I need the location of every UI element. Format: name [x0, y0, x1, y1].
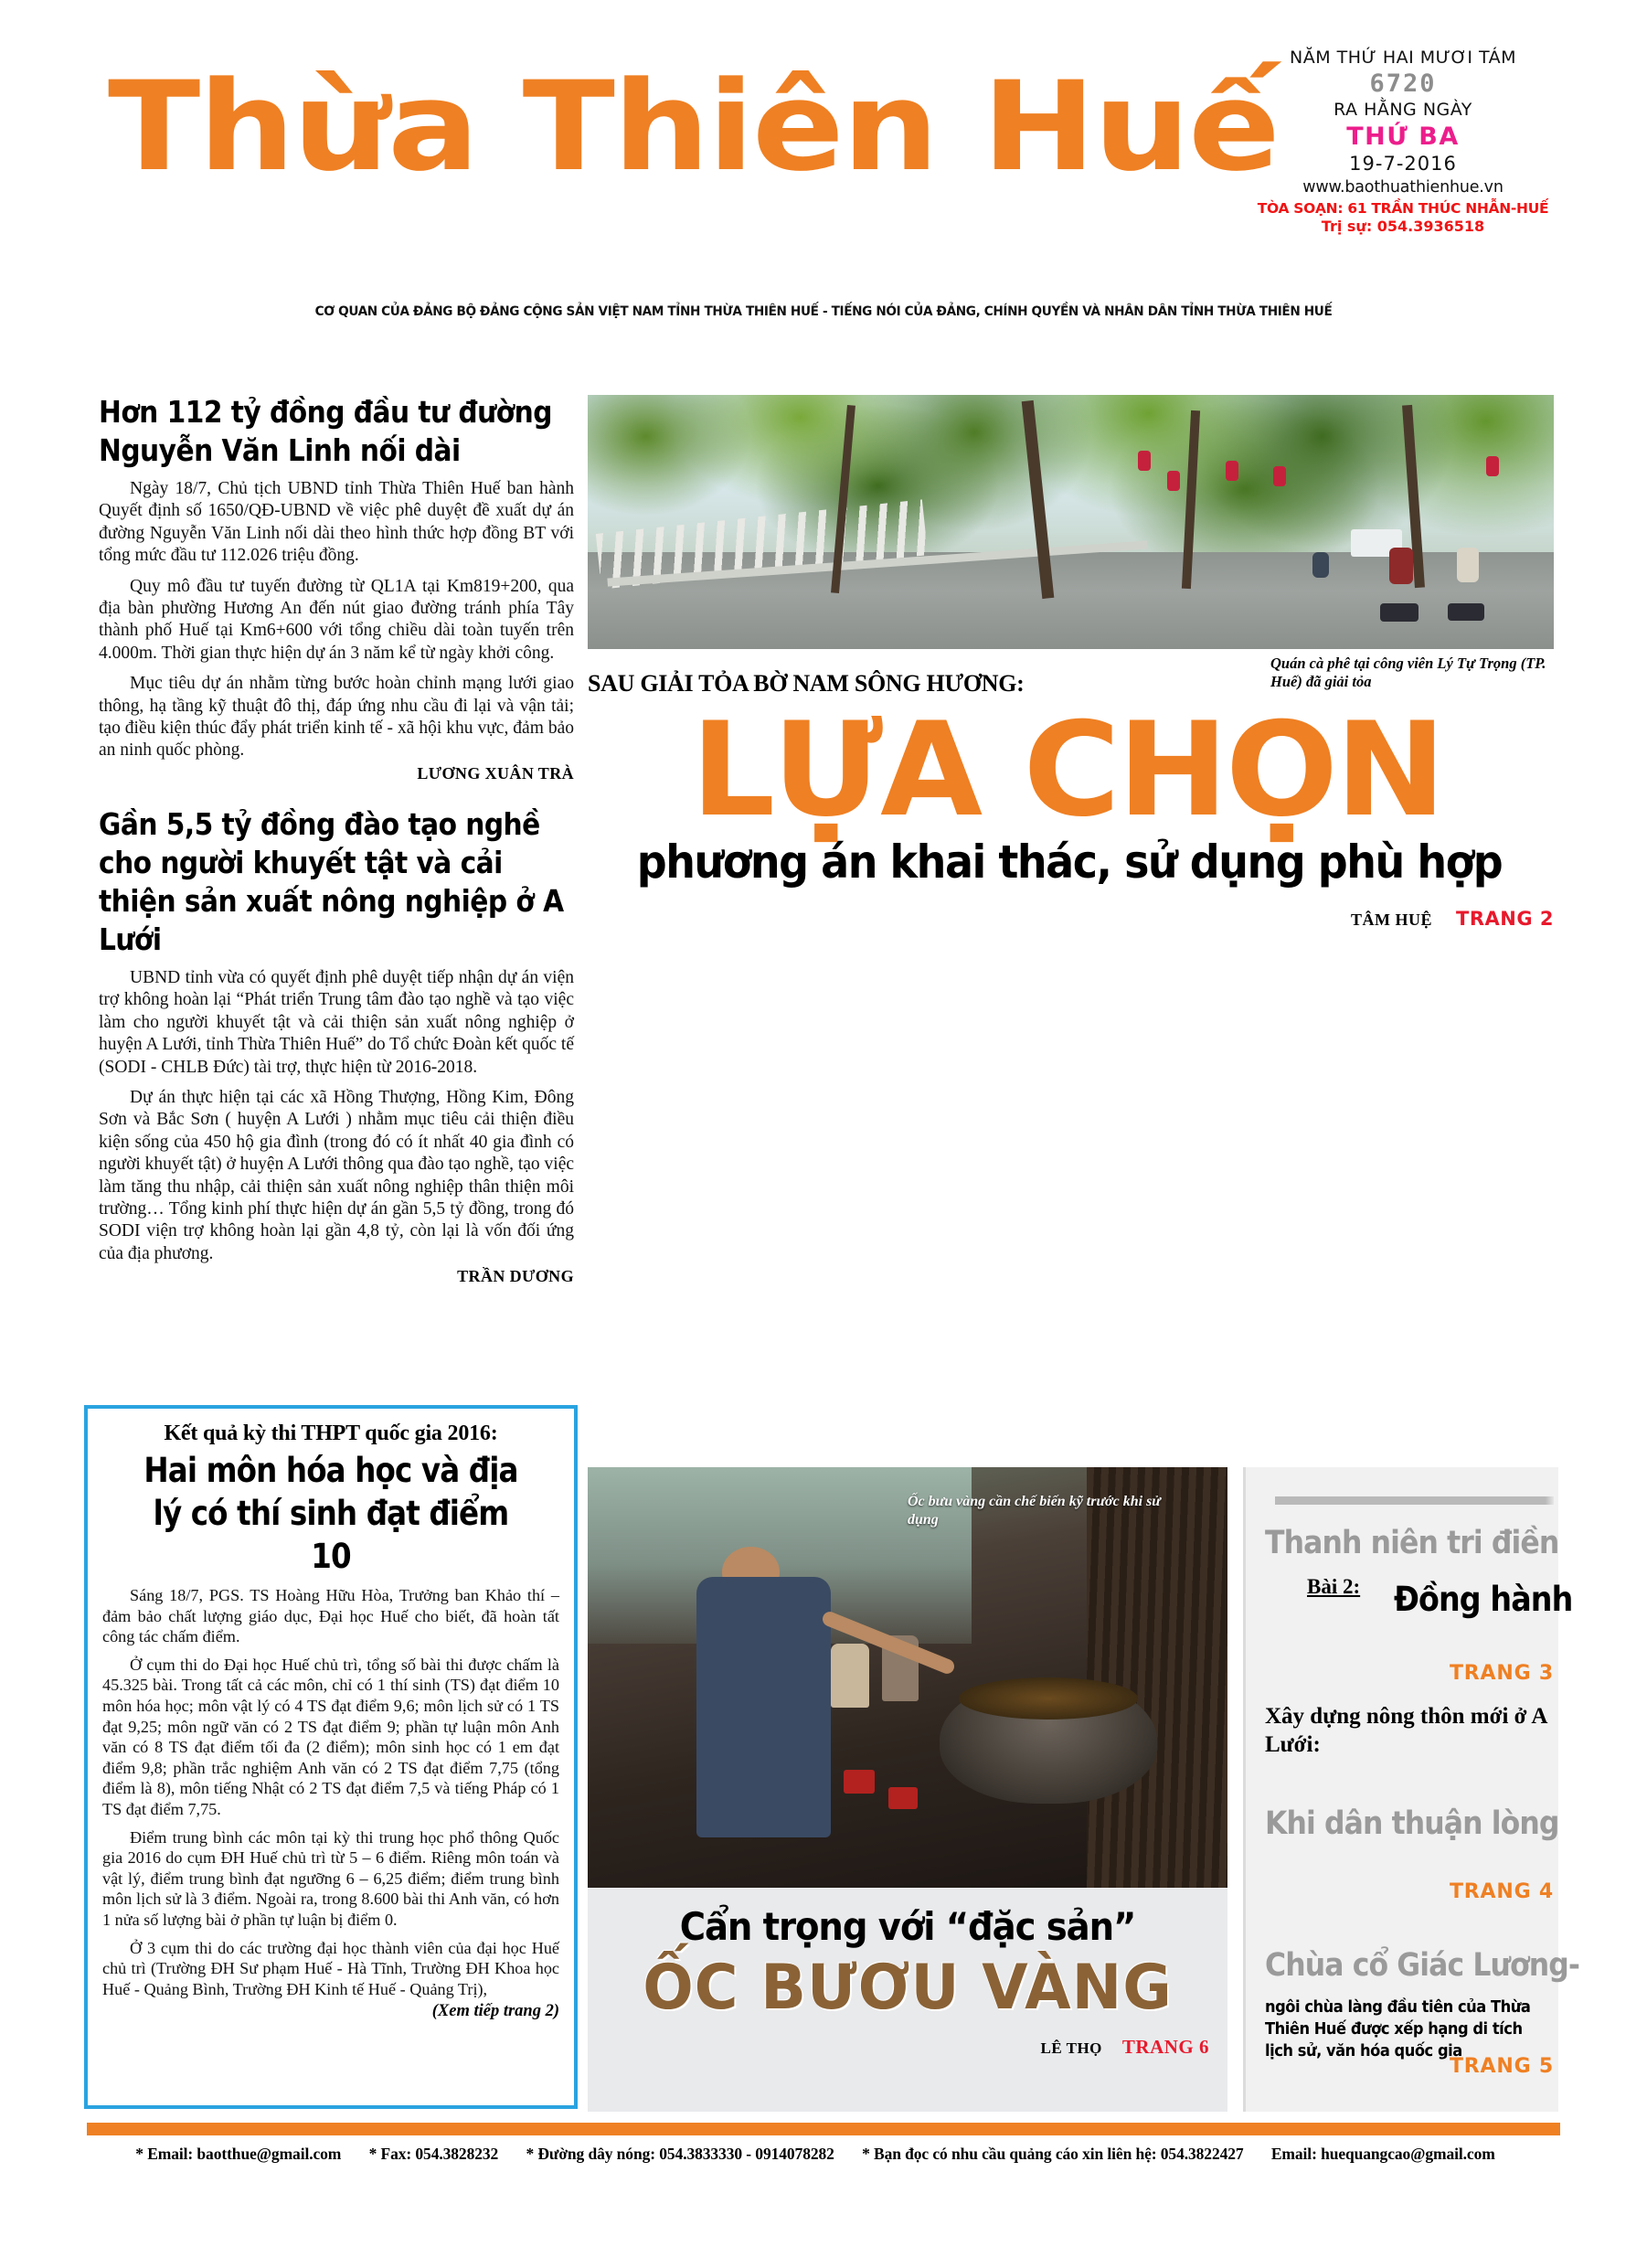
photo-red-lantern: [1486, 456, 1499, 476]
feature-headline[interactable]: LỰA CHỌN: [690, 695, 1444, 846]
footer-accent-bar: [87, 2123, 1560, 2135]
bottom-feature-panel: [588, 1467, 1227, 2112]
photo-cook-body: [696, 1577, 831, 1837]
article1-headline[interactable]: Hơn 112 tỷ đồng đầu tư đường Nguyễn Văn Linh nối dài: [99, 394, 552, 468]
masthead-tagline: CƠ QUAN CỦA ĐẢNG BỘ ĐẢNG CỘNG SẢN VIỆT NAM TỈNH THỪA THIÊN HUẾ - TIẾNG NÓI CỦA ĐẢNG, CHÍNH QUYỀN VÀ NHÂN DÂN TỈNH THỪA THIÊN HUẾ: [314, 304, 1333, 319]
photo-motorbike: [1380, 603, 1419, 622]
article2-paragraph: UBND tỉnh vừa có quyết định phê duyệt tiếp nhận dự án viện trợ không hoàn lại “Phát triển Trung tâm đào tạo nghề và tạo việc làm cho người khuyết tật và cải thiện sản xuất nông nghiệp ở huyện A Lưới, tỉnh Thừa Thiên Huế” do Tổ chức Đoàn kết quốc tế (SODI - CHLB Đức) tài trợ, thực hiện từ 2016-2018.: [99, 967, 574, 1077]
bottom-feature-author: LÊ THỌ: [1040, 2039, 1102, 2057]
snail-cooking-photo: [588, 1467, 1227, 1888]
main-photo-street-scene: [588, 395, 1554, 649]
footer-ads-phone: * Bạn đọc có nhu cầu quảng cáo xin liên hệ: 054.3822427: [862, 2145, 1244, 2163]
photo-motorbike-rider: [1389, 548, 1413, 584]
snail-photo-caption: Ốc bưu vàng cần chế biến kỹ trước khi sử dụng: [908, 1494, 1161, 1528]
sidebar-item-3-title[interactable]: Chùa cổ Giác Lương-: [1265, 1947, 1580, 1984]
article1-byline: LƯƠNG XUÂN TRÀ: [417, 763, 574, 783]
photo-wok-contents: [959, 1677, 1138, 1720]
office-address: TÒA SOẠN: 61 TRẦN THÚC NHẪN-HUẾ: [1257, 200, 1549, 217]
boxed-article[interactable]: [84, 1405, 578, 2109]
footer-fax: * Fax: 054.3828232: [368, 2145, 499, 2163]
photo-wall: [1087, 1467, 1227, 1888]
sidebar-item-3-page-ref[interactable]: TRANG 5: [1449, 2055, 1554, 2078]
photo-motorbike-rider: [1312, 552, 1329, 578]
photo-red-lantern: [1273, 466, 1286, 486]
footer-ads-email[interactable]: Email: huequangcao@gmail.com: [1270, 2145, 1495, 2163]
article2-paragraph: Dự án thực hiện tại các xã Hồng Thượng, Hồng Kim, Đông Sơn và Bắc Sơn ( huyện A Lưới ) nhằm mục tiêu cải thiện điều kiện sống của 450 hộ gia đình (trong đó có ít nhất 40 gia đình có người khuyết tật) ở huyện A Lưới thông qua đào tạo nghề, tạo việc làm tăng thu nhập, cải thiện sản xuất nông nghiệp thân thiện môi trường… Tổng kinh phí thực hiện dự án gần 5,5 tỷ đồng, trong đó SODI viện trợ không hoàn lại gần 4,8 tỷ, còn lại là vốn đối ứng của địa phương.: [99, 1087, 574, 1263]
masthead: [0, 0, 1647, 352]
sidebar-item-1-label: Bài 2:: [1307, 1575, 1361, 1598]
left-column: [99, 393, 574, 1286]
boxed-article-kicker: Kết quả kỳ thi THPT quốc gia 2016:: [164, 1421, 498, 1445]
photo-stool: [844, 1770, 875, 1794]
bottom-feature-page-ref[interactable]: TRANG 6: [1121, 2036, 1209, 2058]
publication-year-line: NĂM THỨ HAI MƯƠI TÁM: [1289, 48, 1516, 68]
bottom-feature-line2[interactable]: ỐC BƯƠU VÀNG: [643, 1952, 1173, 2024]
sidebar-item-3-subtitle: ngôi chùa làng đầu tiên của Thừa Thiên Huế được xếp hạng di tích lịch sử, văn hóa quốc gia: [1265, 1998, 1531, 2060]
photo-red-lantern: [1226, 461, 1238, 481]
feature-kicker: SAU GIẢI TỎA BỜ NAM SÔNG HƯƠNG:: [588, 670, 1025, 697]
boxed-article-paragraph: Ở 3 cụm thi do các trường đại học thành viên của đại học Huế chủ trì (Trường ĐH Sư phạm Huế - Hà Tĩnh, Trường ĐH Khoa học Huế - Quảng Bình, Trường ĐH Kinh tế Huế - Quảng Trị),: [102, 1938, 559, 1998]
office-phone: Trị sự: 054.3936518: [1321, 218, 1485, 235]
boxed-article-paragraph: Sáng 18/7, PGS. TS Hoàng Hữu Hòa, Trưởng ban Khảo thí – đảm bảo chất lượng giáo dục, Đại học Huế cho biết, đã hoàn tất công tác chấm điểm.: [102, 1586, 559, 1646]
photo-red-lantern: [1138, 451, 1151, 471]
feature-subheadline[interactable]: phương án khai thác, sử dụng phù hợp: [636, 836, 1503, 889]
boxed-article-headline[interactable]: Hai môn hóa học và địa lý có thí sinh đạt điểm 10: [143, 1451, 518, 1576]
boxed-article-paragraph: Điểm trung bình các môn tại kỳ thi trung học phổ thông Quốc gia 2016 do cụm ĐH Huế chủ trì từ 5 – 6 điểm. Riêng môn toán và vật lý, điểm trung bình đạt ngưỡng 6 – 6,25 điểm; điểm trung bình môn lịch sử là 3 điểm. Ngoài ra, trong 8.600 bài thi Anh văn, có hơn 1 nửa số lượng bài ở phần tự luận bị điểm 0.: [102, 1827, 559, 1929]
feature-credit-row: [1005, 908, 1554, 930]
photo-motorbike-rider: [1457, 548, 1479, 582]
photo-motorbike: [1448, 603, 1484, 621]
article1-paragraph: Quy mô đầu tư tuyến đường từ QL1A tại Km819+200, qua địa bàn phường Hương An đến nút giao đường tránh phía Tây thành phố Huế tại Km6+600 với tổng chiều dài toàn tuyến trên 4.000m. Thời gian thực hiện dự án 3 năm kể từ ngày khởi công.: [99, 576, 574, 663]
sidebar-item-2-kicker: Xây dựng nông thôn mới ở A Lưới:: [1265, 1704, 1547, 1757]
photo-stool: [888, 1787, 918, 1809]
article1-paragraph: Mục tiêu dự án nhằm từng bước hoàn chỉnh mạng lưới giao thông, hạ tầng kỹ thuật đô thị, đáp ứng nhu cầu đi lại và vận tải; tạo điều kiện thúc đẩy phát triển kinh tế - xã hội khu vực, đảm bảo an ninh quốc phòng.: [99, 674, 574, 761]
photo-seated-customer: [831, 1644, 869, 1708]
sidebar-item-2-title[interactable]: Khi dân thuận lòng: [1265, 1805, 1559, 1842]
bottom-feature-credit-row: [588, 2036, 1209, 2059]
footer-email[interactable]: * Email: baotthue@gmail.com: [135, 2145, 342, 2163]
photo-red-lantern: [1167, 471, 1180, 491]
feature-author: TÂM HUỆ: [1351, 910, 1433, 929]
continued-on-page-link[interactable]: (Xem tiếp trang 2): [431, 2002, 559, 2021]
article2-byline: TRẦN DƯƠNG: [457, 1267, 574, 1286]
newspaper-title: Thừa Thiên Huế: [108, 55, 1279, 198]
website-url[interactable]: www.baothuathienhue.vn: [1302, 178, 1504, 197]
bottom-feature-line1[interactable]: Cẩn trọng với “đặc sản”: [679, 1904, 1136, 1949]
publication-frequency: RA HẰNG NGÀY: [1334, 100, 1472, 120]
article1-paragraph: Ngày 18/7, Chủ tịch UBND tỉnh Thừa Thiên Huế ban hành Quyết định số 1650/QĐ-UBND về việc phê duyệt đề xuất dự án đường Nguyễn Văn Linh nối dài theo hình thức hợp đồng BT với tổng mức đầu tư 112.026 triệu đồng.: [99, 479, 574, 566]
feature-page-ref[interactable]: TRANG 2: [1456, 908, 1554, 930]
boxed-article-paragraph: Ở cụm thi do Đại học Huế chủ trì, tổng số bài thi được chấm là 45.325 bài. Trong tất cả các môn, chỉ có 1 thí sinh (TS) đạt điểm 10 môn hóa học; môn vật lý có 4 TS đạt điểm 9,6; môn lịch sử có 1 TS đạt 9,25; môn ngữ văn có 2 TS đạt điểm 9; phần tự luận môn Anh văn có 8 TS đạt điểm tối đa (2 điểm); môn sinh học có 1 em đạt điểm 9,8; phần trắc nghiệm Anh văn có 2 TS đạt điểm 7,75 (tổng điểm là 8), môn tiếng Nhật có 2 TS đạt điểm 7,5 và tiếng Pháp có 1 TS đạt điểm 7,75.: [102, 1655, 559, 1818]
issue-number: 6720: [1369, 69, 1437, 98]
sidebar-item-2-page-ref[interactable]: TRANG 4: [1449, 1880, 1554, 1903]
article2-headline[interactable]: Gần 5,5 tỷ đồng đào tạo nghề cho người khuyết tật và cải thiện sản xuất nông nghiệp ở A Lưới: [99, 805, 564, 957]
sidebar-item-1-subtitle[interactable]: Đồng hành: [1394, 1580, 1573, 1619]
footer-hotline: * Đường dây nóng: 054.3833330 - 0914078282: [526, 2145, 834, 2163]
sidebar-item-1-page-ref[interactable]: TRANG 3: [1449, 1662, 1554, 1685]
weekday-label: THỨ BA: [1346, 122, 1460, 151]
main-photo-caption: Quán cà phê tại công viên Lý Tự Trọng (TP. Huế) đã giải tỏa: [1270, 655, 1546, 690]
footer-contact-row: [55, 2145, 1599, 2164]
sidebar-divider-rule: [1275, 1496, 1554, 1505]
sidebar-item-1-title[interactable]: Thanh niên tri điền: [1265, 1525, 1559, 1561]
masthead-info-block: [1252, 48, 1554, 235]
issue-date: 19-7-2016: [1349, 153, 1457, 175]
